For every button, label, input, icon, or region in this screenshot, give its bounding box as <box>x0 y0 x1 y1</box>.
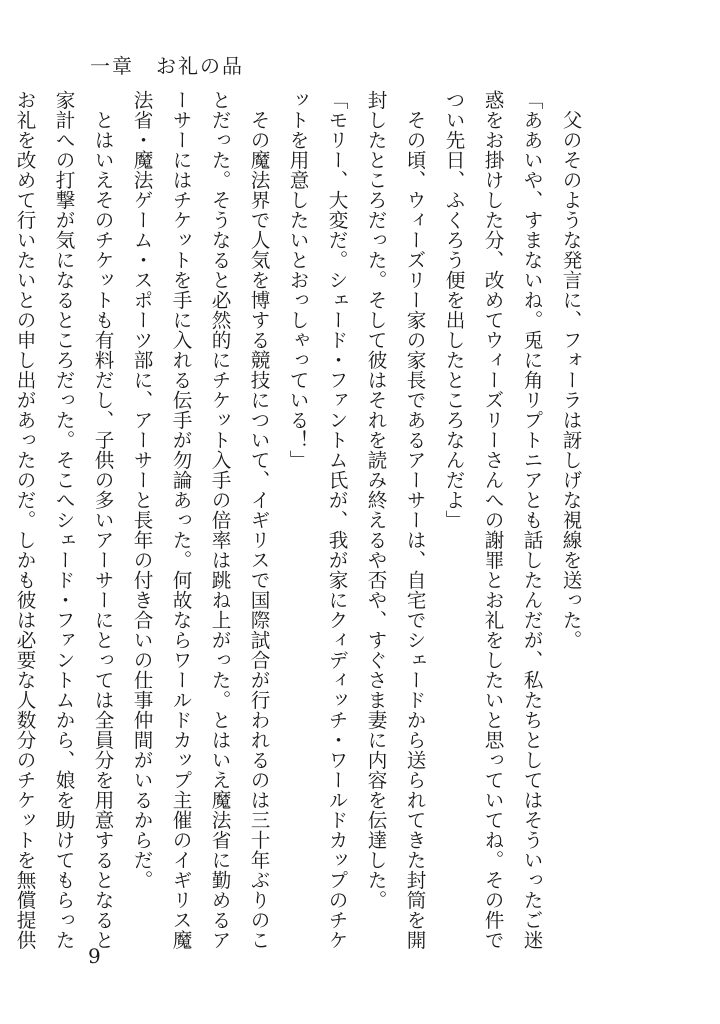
paragraph: とはいえそのチケットも有料だし、子供の多いアーサーにとっては全員分を用意するとなると家計への打撃が気になるところだった。そこへシェード・ファントムから、娘を助けてもらったお礼を改めて行いたいとの申し出があったのだ。しかも彼は必要な人数分のチケットを無償提供 <box>13 90 114 950</box>
running-header-chapter-title: 一章 お礼の品 <box>90 54 244 78</box>
paragraph: 「モリー、大変だ。シェード・ファントム氏が、我が家にクィディッチ・ワールドカップのチケットを用意したいとおっしゃっている！」 <box>286 90 348 950</box>
body-text <box>0 90 590 950</box>
paragraph: 「ああいや、すまないね。兎に角リプトニアとも話したんだが、私たちとしてはそういったご迷惑をお掛けした分、改めてウィーズリーさんへの謝罪とお礼をしたいと思っていてね。その件でつい先日、ふくろう便を出したところなんだよ」 <box>442 90 543 950</box>
paragraph: 父のそのような発言に、フォーラは訝しげな視線を送った。 <box>559 109 582 650</box>
paragraph: その頃、ウィーズリー家の家長であるアーサーは、自宅でシェードから送られてきた封筒を開封したところだった。そして彼はそれを読み終えるや否や、すぐさま妻に内容を伝達した。 <box>364 90 426 950</box>
page-number: 9 <box>88 944 101 968</box>
paragraph: その魔法界で人気を博する競技について、イギリスで国際試合が行われるのは三十年ぶりのことだった。そうなると必然的にチケット入手の倍率は跳ね上がった。とはいえ魔法省に勤めるアーサーにはチケットを手に入れる伝手が勿論あった。何故ならワールドカップ主催のイギリス魔法省・魔法ゲーム・スポーツ部に、アーサーと長年の付き合いの仕事仲間がいるからだ。 <box>130 90 270 950</box>
